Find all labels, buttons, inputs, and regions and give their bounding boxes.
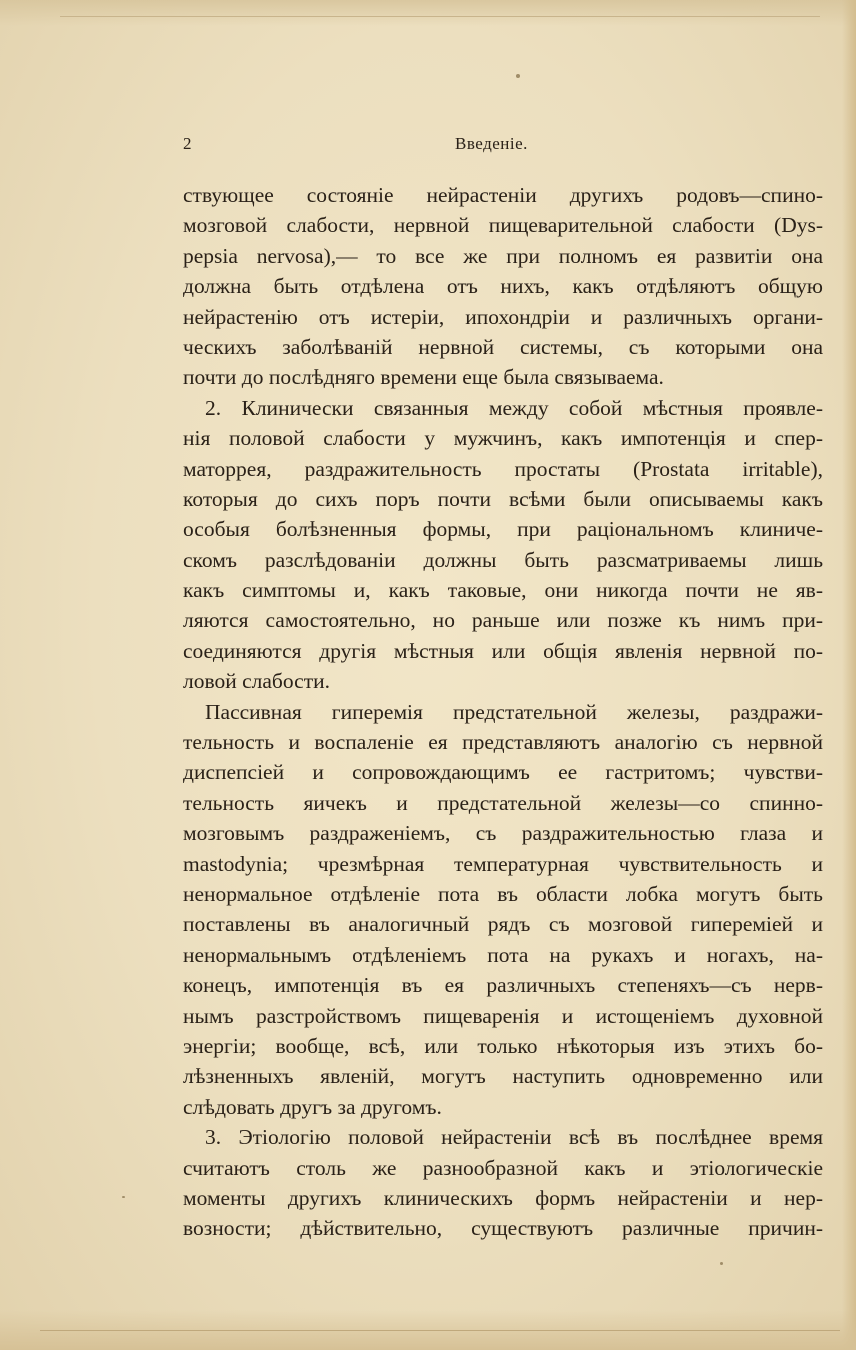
page-header: [183, 134, 823, 162]
paper-speck: [516, 74, 520, 78]
text-line: ненормальнымъ отдѣленіемъ пота на рукахъ и ногахъ, на-: [183, 942, 823, 967]
text-line: мозговымъ раздраженіемъ, съ раздражительностью глаза и: [183, 821, 823, 846]
text-line: слѣдовать другъ за другомъ.: [183, 1094, 442, 1119]
text-line: ловой слабости.: [183, 669, 330, 694]
text-line: ческихъ заболѣваній нервной системы, съ которыми она: [183, 334, 823, 359]
text-line: должна быть отдѣлена отъ нихъ, какъ отдѣляютъ общую: [183, 274, 823, 299]
text-line: pepsia nervosa),— то все же при полномъ ея развитіи она: [183, 243, 823, 268]
page-top-shadow: [0, 0, 856, 26]
text-line: почти до послѣдняго времени еще была связываема.: [183, 365, 664, 390]
text-line: диспепсіей и сопровождающимъ ее гастритомъ; чувстви-: [183, 760, 823, 785]
paper-speck: [122, 1196, 125, 1198]
page-number: 2: [183, 134, 192, 153]
text-line: особыя болѣзненныя формы, при раціональномъ клиниче-: [183, 517, 823, 542]
text-line: конецъ, импотенція въ ея различныхъ степеняхъ—съ нерв-: [183, 973, 823, 998]
top-edge-line: [60, 16, 820, 17]
running-title: Введеніе.: [455, 134, 528, 153]
text-line: нія половой слабости у мужчинъ, какъ импотенція и спер-: [183, 426, 823, 451]
text-line: ненормальное отдѣленіе пота въ области лобка могутъ быть: [183, 881, 823, 906]
text-line: моменты другихъ клиническихъ формъ нейрастеніи и нер-: [183, 1185, 823, 1210]
text-line: которыя до сихъ поръ почти всѣми были описываемы какъ: [183, 486, 823, 511]
text-line: соединяются другія мѣстныя или общія явленія нервной по-: [183, 638, 823, 663]
text-line: нымъ разстройствомъ пищеваренія и истощеніемъ духовной: [183, 1003, 823, 1028]
text-line: лѣзненныхъ явленій, могутъ наступить одновременно или: [183, 1064, 823, 1089]
text-line: 3. Этіологію половой нейрастеніи всѣ въ послѣднее время: [205, 1125, 823, 1150]
text-line: тельность яичекъ и предстательной железы—со спинно-: [183, 790, 823, 815]
body-text: [183, 180, 823, 1244]
text-line: Пассивная гиперемія предстательной железы, раздражи-: [205, 699, 823, 724]
text-line: mastodynia; чрезмѣрная температурная чувствительность и: [183, 851, 823, 876]
text-line: какъ симптомы и, какъ таковые, они никогда почти не яв-: [183, 578, 823, 603]
text-line: возности; дѣйствительно, существуютъ различные причин-: [183, 1216, 823, 1241]
text-line: ляются самостоятельно, но раньше или позже къ нимъ при-: [183, 608, 823, 633]
text-line: считаютъ столь же разнообразной какъ и этіологическіе: [183, 1155, 823, 1180]
text-line: мозговой слабости, нервной пищеварительной слабости (Dys-: [183, 213, 823, 238]
page-right-shadow: [842, 0, 856, 1350]
text-line: скомъ разслѣдованіи должны быть разсматриваемы лишь: [183, 547, 823, 572]
paper-speck: [720, 1262, 723, 1265]
text-line: маторрея, раздражительность простаты (Prostata irritable),: [183, 456, 823, 481]
bottom-edge-line: [40, 1330, 840, 1331]
text-line: 2. Клинически связанныя между собой мѣстныя проявле-: [205, 395, 823, 420]
text-line: энергіи; вообще, всѣ, или только нѣкоторыя изъ этихъ бо-: [183, 1033, 823, 1058]
text-line: ствующее состояніе нейрастеніи другихъ родовъ—спино-: [183, 183, 823, 207]
text-line: поставлены въ аналогичный рядъ съ мозговой гиперемiей и: [183, 912, 823, 937]
text-line: нейрастенію отъ истеріи, ипохондріи и различныхъ органи-: [183, 304, 823, 329]
text-line: тельность и воспаленіе ея представляютъ аналогію съ нервной: [183, 730, 823, 755]
